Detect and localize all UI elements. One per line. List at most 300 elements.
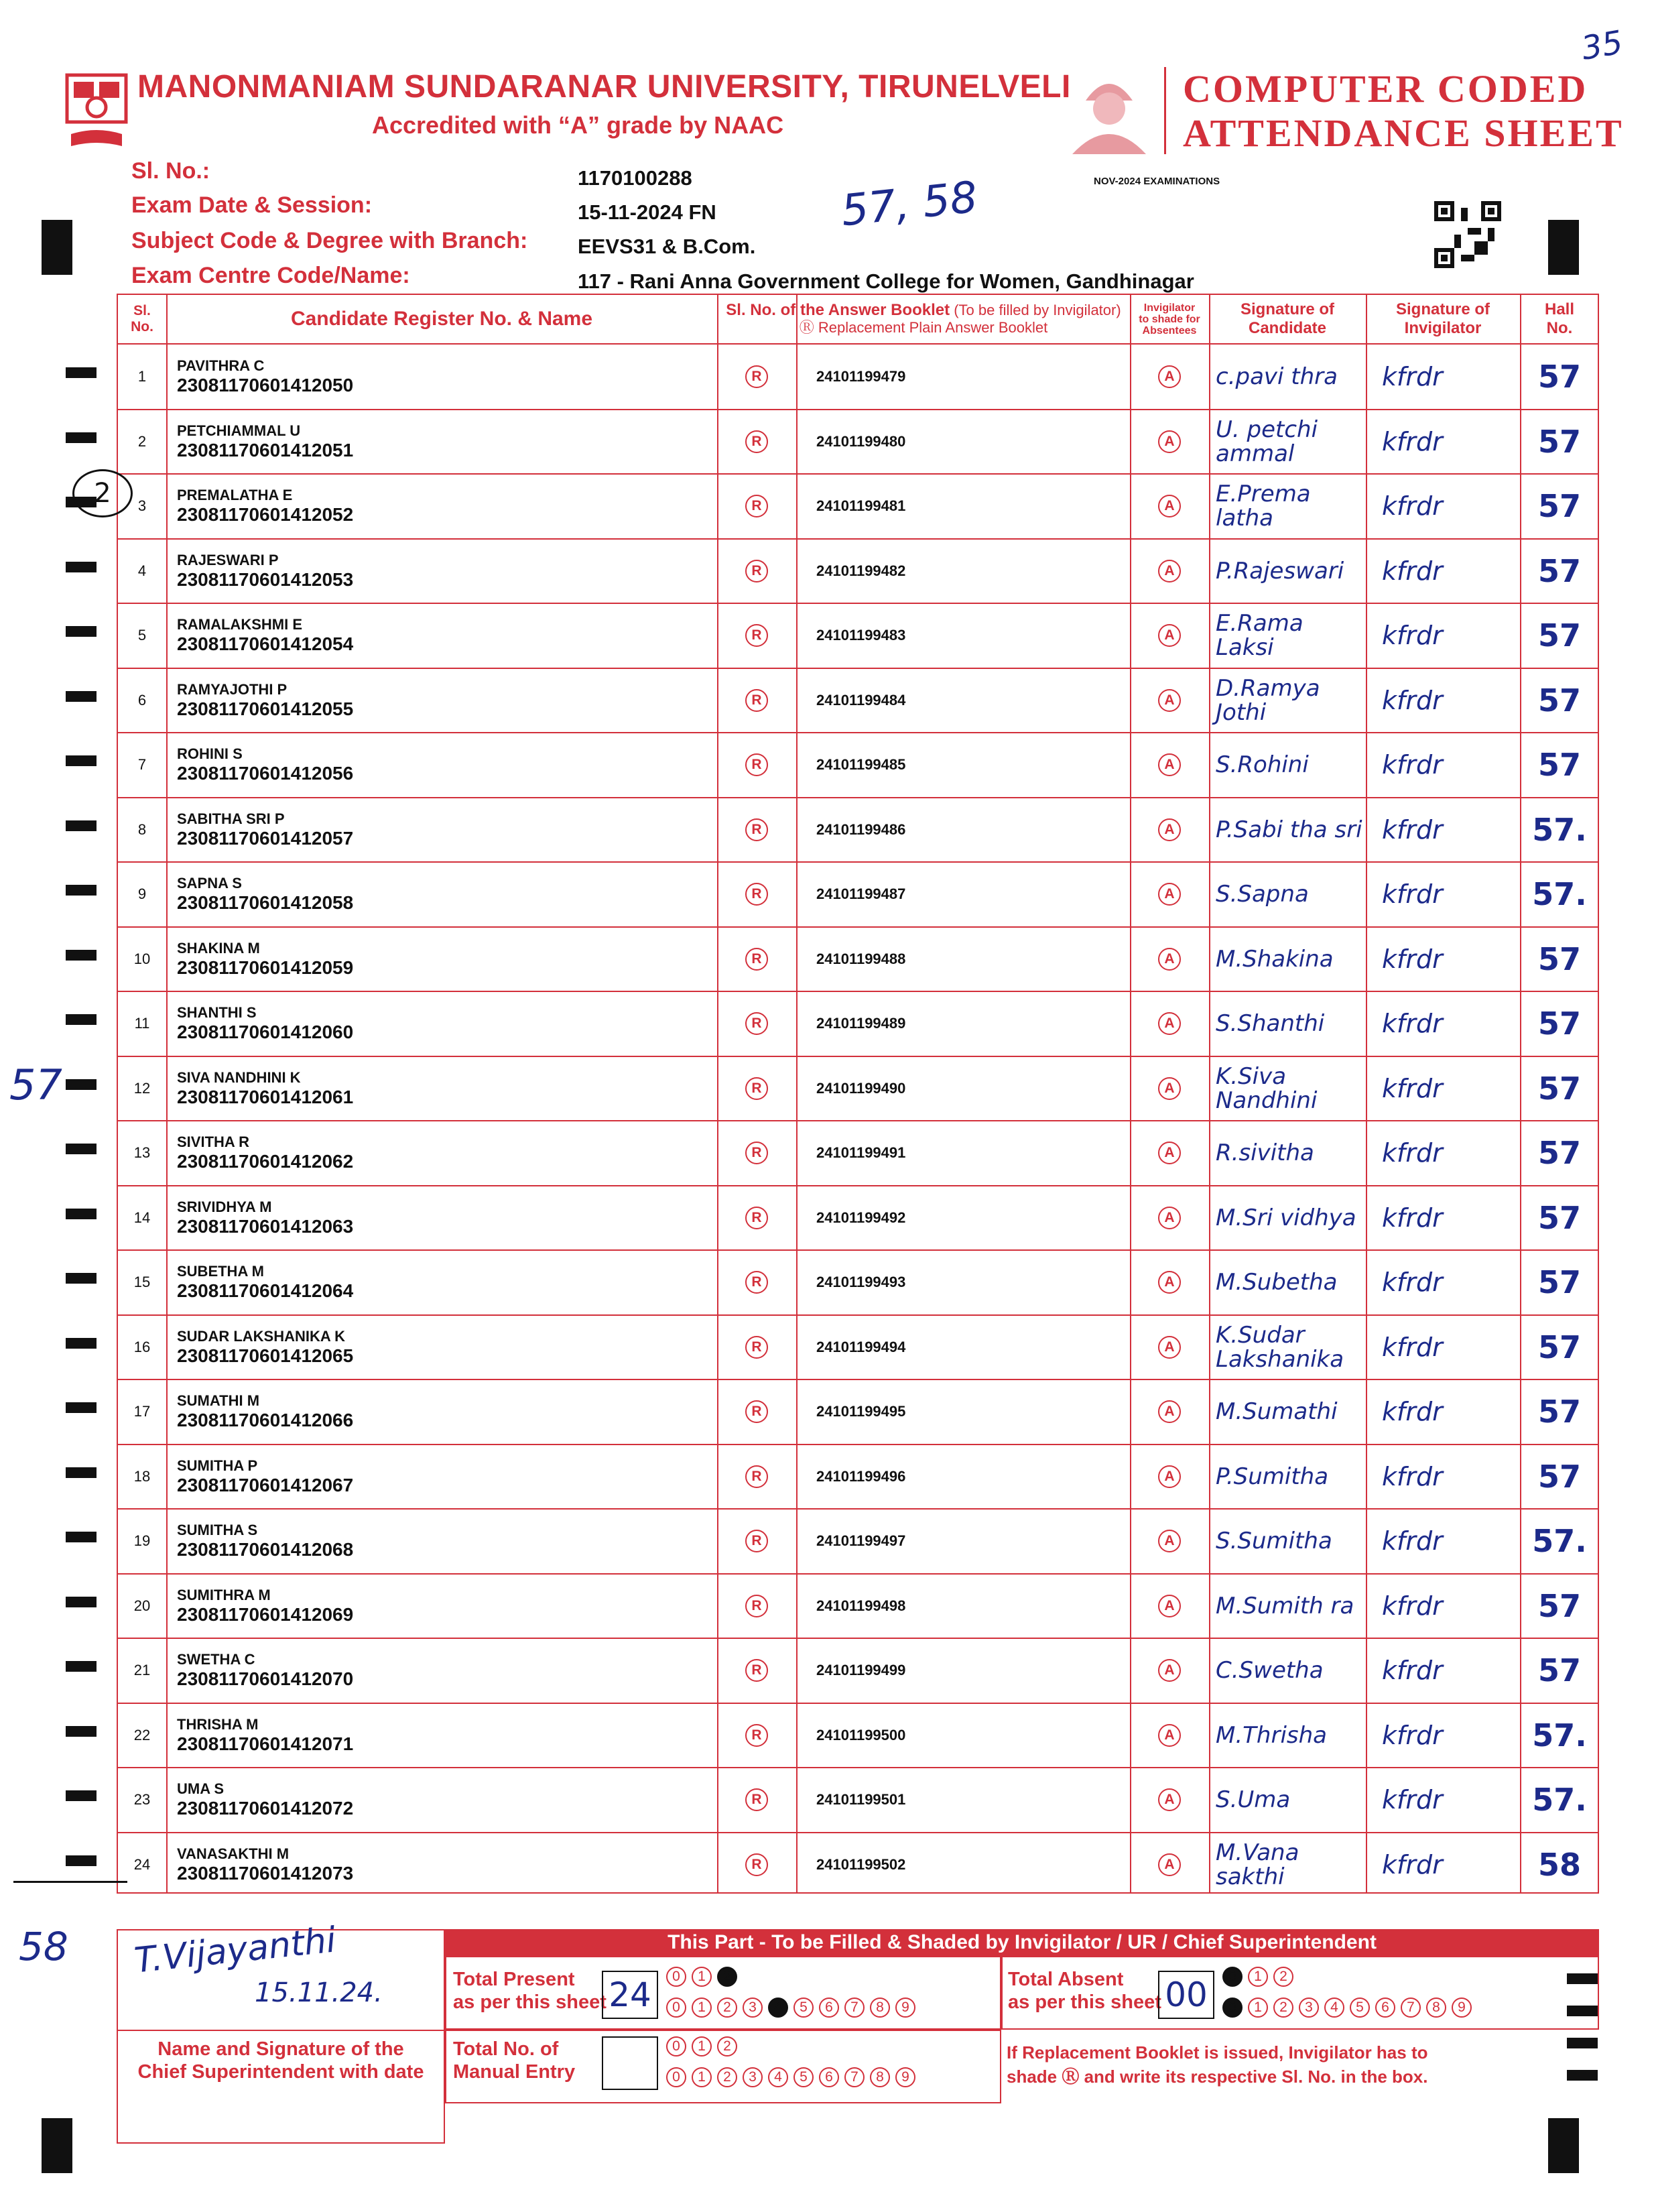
absent-bubble[interactable]: A	[1158, 1465, 1181, 1488]
timing-mark	[66, 1855, 97, 1866]
replacement-bubble[interactable]: R	[745, 1788, 768, 1811]
candidate-cell	[166, 991, 717, 1056]
absent-cell	[1130, 1703, 1209, 1768]
row-sl: 17	[133, 1403, 151, 1420]
absent-bubble[interactable]: A	[1158, 883, 1181, 906]
hall-number: 57	[1537, 1329, 1581, 1365]
chief-date: 15.11.24.	[255, 1977, 383, 2008]
row-sl: 19	[133, 1532, 151, 1550]
present-entry[interactable]: 24	[602, 1971, 658, 2019]
hall-number: 57.	[1532, 1717, 1587, 1754]
digit-bubble[interactable]: 9	[895, 2067, 915, 2087]
row-sl: 9	[137, 885, 147, 903]
candidate-name: RAMALAKSHMI E	[177, 616, 302, 633]
invigilator-signature: kfrdr	[1382, 1203, 1443, 1233]
invigilator-signature: kfrdr	[1382, 362, 1443, 392]
absent-cell	[1130, 1445, 1209, 1510]
absent-bubble[interactable]: A	[1158, 1659, 1181, 1682]
timing-mark	[66, 432, 97, 443]
booklet-number: 24101199486	[816, 820, 906, 838]
booklet-number: 24101199479	[816, 368, 906, 385]
replacement-bubble[interactable]: R	[745, 883, 768, 906]
replacement-bubble[interactable]: R	[745, 1077, 768, 1100]
candidate-signature: S.Uma	[1216, 1786, 1291, 1814]
replacement-bubble[interactable]: R	[745, 1142, 768, 1164]
invigilator-signature: kfrdr	[1382, 750, 1443, 780]
candidate-cell	[166, 603, 717, 668]
absent-bubble[interactable]: A	[1158, 430, 1181, 453]
absent-cell	[1130, 668, 1209, 733]
digit-bubble[interactable]: 7	[844, 2067, 865, 2087]
digit-bubble[interactable]: 4	[1324, 1998, 1344, 2018]
booklet-number: 24101199498	[816, 1597, 906, 1614]
candidate-name: SUMATHI M	[177, 1392, 260, 1410]
replacement-bubble[interactable]: R	[745, 1271, 768, 1294]
table-row	[118, 1574, 1598, 1639]
absent-bubble[interactable]: A	[1158, 1788, 1181, 1811]
candidate-register-no: 23081170601412068	[177, 1539, 354, 1560]
absent-cell	[1130, 345, 1209, 410]
booklet-number: 24101199499	[816, 1662, 906, 1679]
booklet-number: 24101199495	[816, 1403, 906, 1420]
absent-bubble[interactable]: A	[1158, 753, 1181, 776]
timing-mark	[66, 1467, 97, 1478]
digit-bubble[interactable]: 6	[819, 1998, 839, 2018]
manual-entry[interactable]	[602, 2036, 658, 2090]
row-sl: 8	[137, 820, 147, 838]
hall-number: 57	[1537, 552, 1581, 589]
table-row	[118, 1768, 1598, 1833]
replacement-bubble[interactable]: R	[745, 1465, 768, 1488]
table-row	[118, 410, 1598, 475]
replacement-bubble[interactable]: R	[745, 624, 768, 647]
invigilator-signature: kfrdr	[1382, 1656, 1443, 1686]
absent-cell	[1130, 991, 1209, 1056]
absent-cell	[1130, 410, 1209, 475]
hall-number: 57	[1537, 1587, 1581, 1624]
candidate-signature: M.Shakina	[1216, 945, 1334, 973]
university-title: MANONMANIAM SUNDARANAR UNIVERSITY, TIRUNELVELI	[137, 69, 1071, 105]
digit-bubble[interactable]: 2	[1273, 1967, 1293, 1987]
hall-number: 58	[1537, 1846, 1581, 1883]
manual-tens-bubbles[interactable]	[666, 2036, 743, 2056]
digit-bubble[interactable]: 2	[717, 2036, 737, 2056]
candidate-register-no: 23081170601412054	[177, 633, 354, 655]
replacement-cell	[717, 1379, 796, 1445]
candidate-register-no: 23081170601412073	[177, 1862, 354, 1884]
digit-bubble[interactable]: 2	[1273, 1998, 1293, 2018]
present-units-bubbles[interactable]	[666, 1998, 921, 2018]
candidate-name: SHANTHI S	[177, 1004, 257, 1022]
candidate-cell	[166, 539, 717, 604]
timing-mark	[1567, 2038, 1598, 2048]
replacement-cell	[717, 1056, 796, 1121]
candidate-register-no: 23081170601412056	[177, 763, 354, 784]
absent-cell	[1130, 1379, 1209, 1445]
table-row	[118, 1056, 1598, 1121]
digit-bubble[interactable]: 0	[666, 1998, 686, 2018]
absent-tens-bubbles[interactable]	[1222, 1967, 1299, 1987]
absent-cell	[1130, 798, 1209, 863]
replacement-cell	[717, 474, 796, 539]
digit-bubble[interactable]: 5	[793, 1998, 814, 2018]
digit-bubble[interactable]: 8	[1426, 1998, 1446, 2018]
table-row	[118, 603, 1598, 668]
replacement-bubble[interactable]: R	[745, 948, 768, 971]
timing-mark	[66, 1144, 97, 1154]
digit-bubble[interactable]: 1	[692, 2067, 712, 2087]
invigilator-signature: kfrdr	[1382, 1591, 1443, 1621]
candidate-register-no: 23081170601412063	[177, 1215, 354, 1237]
digit-bubble[interactable]: 8	[870, 1998, 890, 2018]
absent-bubble[interactable]: A	[1158, 495, 1181, 517]
replacement-bubble[interactable]: R	[745, 495, 768, 517]
timing-mark	[66, 755, 97, 766]
candidate-name: RAMYAJOTHI P	[177, 680, 288, 698]
digit-bubble[interactable]: 1	[692, 1967, 712, 1987]
absent-bubble[interactable]: A	[1158, 365, 1181, 388]
digit-bubble[interactable]: 5	[1350, 1998, 1370, 2018]
replacement-cell	[717, 410, 796, 475]
candidate-signature: K.Sudar Lakshanika	[1216, 1321, 1344, 1373]
exam-date-value: 15-11-2024 FN	[578, 200, 716, 224]
digit-bubble[interactable]: 1	[1248, 1998, 1268, 2018]
booklet-number: 24101199485	[816, 756, 906, 774]
digit-bubble[interactable]: 3	[743, 2067, 763, 2087]
row-sl: 20	[133, 1597, 151, 1614]
absent-bubble[interactable]: A	[1158, 1724, 1181, 1747]
table-row	[118, 1250, 1598, 1315]
circled-note: 2	[72, 469, 133, 517]
replacement-bubble[interactable]: R	[745, 818, 768, 841]
timing-mark	[66, 1209, 97, 1219]
candidate-name: PAVITHRA C	[177, 357, 265, 375]
candidate-register-no: 23081170601412065	[177, 1345, 354, 1366]
digit-bubble[interactable]: 8	[870, 2067, 890, 2087]
absent-bubble[interactable]: A	[1158, 560, 1181, 582]
digit-bubble[interactable]: 4	[768, 1998, 788, 2018]
header-candidate-signature: Signature of Candidate	[1240, 300, 1334, 337]
timing-mark	[66, 626, 97, 637]
table-row	[118, 345, 1598, 410]
booklet-number: 24101199483	[816, 627, 906, 644]
corner-mark	[1548, 2118, 1579, 2173]
replacement-bubble[interactable]: R	[745, 1207, 768, 1229]
replacement-cell	[717, 1703, 796, 1768]
margin-note-58: 58	[19, 1924, 68, 1969]
founder-portrait	[1066, 67, 1153, 154]
absent-cell	[1130, 1056, 1209, 1121]
hall-number: 57	[1537, 1199, 1581, 1236]
sheet-title-line1: COMPUTER CODED	[1183, 67, 1588, 111]
hall-number: 57.	[1532, 811, 1587, 848]
page-number-note: 35	[1578, 23, 1626, 68]
digit-bubble[interactable]: 2	[717, 1967, 737, 1987]
subject-value: EEVS31 & B.Com.	[578, 235, 756, 258]
replacement-bubble[interactable]: R	[745, 1659, 768, 1682]
hall-number: 57	[1537, 1652, 1581, 1689]
candidate-cell	[166, 862, 717, 927]
candidate-cell	[166, 1121, 717, 1186]
absent-bubble[interactable]: A	[1158, 1142, 1181, 1164]
table-row	[118, 798, 1598, 863]
candidate-signature: C.Swetha	[1216, 1657, 1324, 1684]
timing-mark	[66, 367, 97, 378]
absent-entry[interactable]: 00	[1158, 1971, 1214, 2019]
table-row	[118, 1121, 1598, 1186]
hall-number: 57	[1537, 488, 1581, 525]
absent-bubble[interactable]: A	[1158, 1853, 1181, 1876]
booklet-number: 24101199492	[816, 1209, 906, 1226]
table-row	[118, 1833, 1598, 1898]
digit-bubble[interactable]: 5	[793, 2067, 814, 2087]
digit-bubble[interactable]: 0	[666, 2036, 686, 2056]
invigilator-signature: kfrdr	[1382, 814, 1443, 845]
absent-bubble[interactable]: A	[1158, 1595, 1181, 1617]
absent-bubble[interactable]: A	[1158, 1336, 1181, 1359]
replacement-bubble[interactable]: R	[745, 1853, 768, 1876]
digit-bubble[interactable]: 3	[1299, 1998, 1319, 2018]
digit-bubble[interactable]: 4	[768, 2067, 788, 2087]
row-sl: 23	[133, 1791, 151, 1808]
header-hall: Hall No.	[1544, 300, 1574, 337]
timing-mark	[66, 691, 97, 702]
hall-number: 57	[1537, 423, 1581, 460]
absent-cell	[1130, 1186, 1209, 1251]
row-sl: 16	[133, 1338, 151, 1355]
row-sl: 22	[133, 1726, 151, 1743]
table-row	[118, 1379, 1598, 1445]
row-sl: 10	[133, 950, 151, 967]
absent-bubble[interactable]: A	[1158, 1207, 1181, 1229]
candidate-name: SWETHA C	[177, 1651, 255, 1668]
exam-date-label: Exam Date & Session:	[131, 192, 373, 218]
header-sl: Sl. No.	[131, 303, 153, 334]
header-absentee: Invigilator to shade for Absentees	[1139, 302, 1200, 336]
digit-bubble[interactable]: 6	[819, 2067, 839, 2087]
booklet-number: 24101199497	[816, 1532, 906, 1550]
replacement-cell	[717, 1121, 796, 1186]
absent-cell	[1130, 1768, 1209, 1833]
candidate-signature: E.Rama Laksi	[1216, 610, 1303, 662]
digit-bubble[interactable]: 2	[717, 2067, 737, 2087]
candidate-register-no: 23081170601412058	[177, 892, 354, 914]
digit-bubble[interactable]: 1	[692, 2036, 712, 2056]
replacement-bubble[interactable]: R	[745, 430, 768, 453]
university-logo	[64, 72, 129, 153]
digit-bubble[interactable]: 1	[692, 1998, 712, 2018]
margin-note-57: 57	[9, 1060, 62, 1109]
replacement-cell	[717, 1574, 796, 1639]
timing-mark	[66, 562, 97, 572]
candidate-name: SABITHA SRI P	[177, 810, 285, 827]
chief-label: Name and Signature of the Chief Superintendent with date	[137, 2038, 424, 2083]
absent-bubble[interactable]: A	[1158, 948, 1181, 971]
digit-bubble[interactable]: 6	[1375, 1998, 1395, 2018]
candidate-signature: K.Siva Nandhini	[1216, 1062, 1318, 1114]
candidate-cell	[166, 1315, 717, 1380]
candidate-signature: S.Sapna	[1216, 881, 1309, 908]
booklet-number: 24101199496	[816, 1467, 906, 1485]
replacement-bubble[interactable]: R	[745, 689, 768, 712]
present-tens-bubbles[interactable]	[666, 1967, 743, 1987]
hall-number: 57	[1537, 1005, 1581, 1042]
candidate-cell	[166, 1703, 717, 1768]
digit-bubble[interactable]: 2	[717, 1998, 737, 2018]
booklet-number: 24101199489	[816, 1015, 906, 1032]
invigilator-signature: kfrdr	[1382, 944, 1443, 974]
invigilator-signature: kfrdr	[1382, 685, 1443, 715]
candidate-signature: D.Ramya Jothi	[1216, 674, 1320, 726]
digit-bubble[interactable]: 9	[1452, 1998, 1472, 2018]
hall-number: 57	[1537, 359, 1581, 395]
candidate-signature: R.sivitha	[1216, 1140, 1314, 1167]
digit-bubble[interactable]: 0	[666, 2067, 686, 2087]
replacement-bubble[interactable]: R	[745, 1400, 768, 1423]
digit-bubble[interactable]: 7	[844, 1998, 865, 2018]
candidate-cell	[166, 1250, 717, 1315]
timing-mark	[66, 1273, 97, 1284]
replacement-cell	[717, 603, 796, 668]
candidate-register-no: 23081170601412066	[177, 1410, 354, 1431]
replacement-bubble[interactable]: R	[745, 365, 768, 388]
table-row	[118, 991, 1598, 1056]
absent-bubble[interactable]: A	[1158, 689, 1181, 712]
replacement-cell	[717, 539, 796, 604]
replacement-bubble[interactable]: R	[745, 753, 768, 776]
candidate-register-no: 23081170601412064	[177, 1280, 354, 1302]
replacement-bubble[interactable]: R	[745, 1724, 768, 1747]
replacement-bubble[interactable]: R	[745, 1595, 768, 1617]
candidate-cell	[166, 733, 717, 798]
digit-bubble[interactable]: 1	[1248, 1967, 1268, 1987]
candidate-signature: S.Shanthi	[1216, 1010, 1325, 1038]
candidate-register-no: 23081170601412059	[177, 957, 354, 978]
invigilator-signature: kfrdr	[1382, 621, 1443, 651]
candidate-name: PREMALATHA E	[177, 487, 293, 504]
digit-bubble[interactable]: 0	[1222, 1998, 1243, 2018]
candidate-cell	[166, 1638, 717, 1703]
invigilator-signature: kfrdr	[1382, 556, 1443, 586]
candidate-name: SIVA NANDHINI K	[177, 1068, 301, 1086]
invigilator-signature: kfrdr	[1382, 1009, 1443, 1039]
absent-bubble[interactable]: A	[1158, 818, 1181, 841]
digit-bubble[interactable]: 7	[1401, 1998, 1421, 2018]
hall-number: 57.	[1532, 876, 1587, 913]
digit-bubble[interactable]: 0	[1222, 1967, 1243, 1987]
booklet-number: 24101199484	[816, 691, 906, 709]
replacement-cell	[717, 1638, 796, 1703]
absent-units-bubbles[interactable]	[1222, 1998, 1477, 2018]
row-sl: 12	[133, 1079, 151, 1097]
candidate-signature: M.Vana sakthi	[1216, 1839, 1299, 1890]
booklet-number: 24101199488	[816, 950, 906, 967]
candidate-cell	[166, 1574, 717, 1639]
candidate-register-no: 23081170601412067	[177, 1474, 354, 1495]
header-divider	[1164, 67, 1166, 154]
margin-strike	[13, 1881, 127, 1883]
replacement-bubble[interactable]: R	[745, 1336, 768, 1359]
hall-number: 57	[1537, 1458, 1581, 1495]
digit-bubble[interactable]: 3	[743, 1998, 763, 2018]
table-row	[118, 927, 1598, 992]
corner-mark	[42, 220, 72, 275]
replacement-cell	[717, 345, 796, 410]
timing-mark	[66, 1726, 97, 1737]
row-sl: 7	[137, 756, 147, 774]
row-sl: 18	[133, 1467, 151, 1485]
present-label: Total Present as per this sheet	[453, 1969, 607, 2013]
timing-mark	[66, 820, 97, 831]
timing-mark	[66, 1014, 97, 1025]
candidate-cell	[166, 798, 717, 863]
manual-units-bubbles[interactable]	[666, 2067, 921, 2087]
replacement-cell	[717, 668, 796, 733]
absent-bubble[interactable]: A	[1158, 1012, 1181, 1035]
booklet-number: 24101199482	[816, 562, 906, 579]
row-sl: 14	[133, 1209, 151, 1226]
candidate-name: SRIVIDHYA M	[177, 1198, 272, 1215]
candidate-register-no: 23081170601412071	[177, 1733, 354, 1754]
header-invigilator-signature: Signature of Invigilator	[1395, 300, 1490, 337]
absent-bubble[interactable]: A	[1158, 1400, 1181, 1423]
replacement-cell	[717, 1250, 796, 1315]
absent-bubble[interactable]: A	[1158, 1077, 1181, 1100]
row-sl: 1	[137, 368, 147, 385]
candidate-signature: M.Thrisha	[1216, 1721, 1327, 1749]
candidate-register-no: 23081170601412050	[177, 375, 354, 396]
candidate-cell	[166, 1833, 717, 1898]
candidate-name: SUDAR LAKSHANIKA K	[177, 1327, 345, 1345]
candidate-signature: E.Prema latha	[1216, 481, 1311, 532]
replacement-cell	[717, 1833, 796, 1898]
invigilator-signature: kfrdr	[1382, 1785, 1443, 1815]
absent-bubble[interactable]: A	[1158, 1271, 1181, 1294]
replacement-bubble[interactable]: R	[745, 1530, 768, 1552]
candidate-signature: S.Sumitha	[1216, 1528, 1332, 1555]
candidate-name: SUMITHA P	[177, 1457, 258, 1474]
row-sl: 21	[133, 1662, 151, 1679]
candidate-name: SUBETHA M	[177, 1263, 264, 1280]
candidate-signature: M.Sumathi	[1216, 1398, 1338, 1426]
digit-bubble[interactable]: 0	[666, 1967, 686, 1987]
hall-numbers-note: 57, 58	[838, 172, 980, 237]
row-sl: 11	[134, 1015, 150, 1032]
absent-cell	[1130, 1833, 1209, 1898]
replacement-bubble[interactable]: R	[745, 560, 768, 582]
invigilator-signature: kfrdr	[1382, 1461, 1443, 1491]
booklet-number: 24101199487	[816, 885, 906, 903]
invigilator-signature: kfrdr	[1382, 1849, 1443, 1880]
absent-cell	[1130, 1638, 1209, 1703]
replacement-bubble[interactable]: R	[745, 1012, 768, 1035]
timing-mark	[66, 1790, 97, 1801]
replacement-cell	[717, 798, 796, 863]
candidate-register-no: 23081170601412052	[177, 504, 354, 526]
absent-bubble[interactable]: A	[1158, 624, 1181, 647]
sl-no-label: Sl. No.:	[131, 158, 210, 184]
absent-cell	[1130, 1250, 1209, 1315]
digit-bubble[interactable]: 9	[895, 1998, 915, 2018]
absent-cell	[1130, 539, 1209, 604]
sl-no-value: 1170100288	[578, 166, 692, 190]
candidate-cell	[166, 1379, 717, 1445]
table-row	[118, 1638, 1598, 1703]
candidate-name: SUMITHA S	[177, 1522, 258, 1539]
candidate-signature: M.Sumith ra	[1216, 1592, 1354, 1619]
absent-bubble[interactable]: A	[1158, 1530, 1181, 1552]
candidate-cell	[166, 345, 717, 410]
